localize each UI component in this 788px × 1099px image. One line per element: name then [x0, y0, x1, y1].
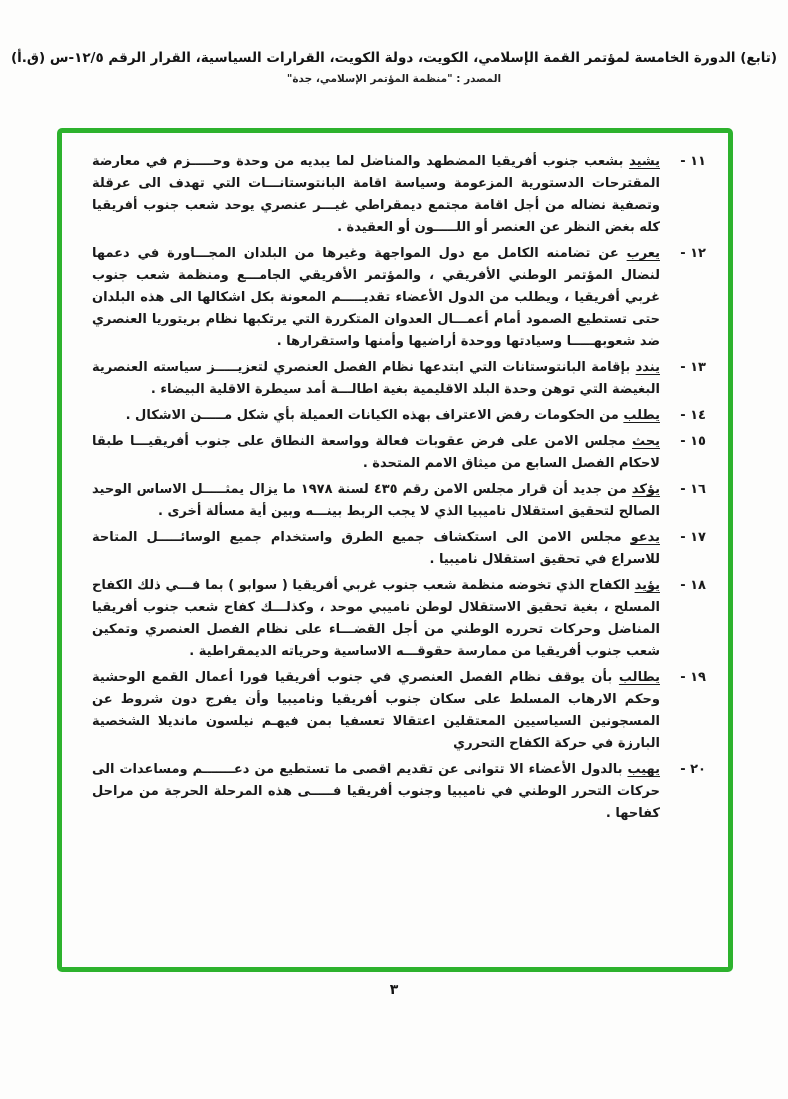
item-body-text: بشعب جنوب أفريقيا المضطهد والمناضل لما يبديه من وحدة وحـــــزم في معارضة المقترحات الدستورية المزعومة وسياسة اقامة البانتوستانـــات التي تهدف الى عرقلة وتصفية نضاله من أجل اقامة مجتمع ديمقراطي غيـــر عنصري يوحد شعب جنوب أفريقيا كله بغض النظر عن العنصر أو اللـــــون أو العقيدة . [92, 154, 660, 235]
item-number: ١٥ - [680, 434, 706, 449]
item-number: ١٢ - [680, 246, 706, 261]
item-lead-word: يندد [635, 360, 660, 375]
item-number: ١٧ - [680, 530, 706, 545]
item-number: ١٨ - [680, 578, 706, 593]
item-number: ١٦ - [680, 482, 706, 497]
item-body-text: بإقامة البانتوستانات التي ابتدعها نظام الفصل العنصري لتعزيـــــز سياسته العنصرية البغيضة التي توهن وحدة البلد الاقليمية بغية اطالـــة أمد سيطرة الاقلية البيضاء . [92, 360, 660, 397]
item-body-text: من جديد أن قرار مجلس الامن رقم ٤٣٥ لسنة ١٩٧٨ ما يزال يمثـــــل الاساس الوحيد الصالح لتحقيق استقلال ناميبيا الذي لا يجب الربط بينـــه وبين أية مسألة أخرى . [92, 482, 660, 519]
item-number: ١٩ - [680, 670, 706, 685]
list-item [92, 667, 706, 755]
item-text [92, 479, 660, 523]
item-lead-word: يؤكد [631, 482, 660, 497]
item-text [92, 431, 660, 475]
list-item [92, 479, 706, 523]
item-number: ٢٠ - [680, 762, 706, 777]
list-item [92, 759, 706, 825]
item-text [92, 357, 660, 401]
item-lead-word: يحث [631, 434, 660, 449]
list-item [92, 431, 706, 475]
header-title: (تابع) الدورة الخامسة لمؤتمر القمة الإسلامي، الكويت، دولة الكويت، القرارات السياسية، القرار الرقم ١٢/٥-س (ق.أ) [10, 50, 778, 66]
item-lead-word: يدعو [630, 530, 660, 545]
resolution-list [92, 151, 706, 829]
item-text [92, 151, 660, 239]
list-item [92, 575, 706, 663]
item-text [92, 405, 660, 427]
item-body-text: بالدول الأعضاء الا تتوانى عن تقديم اقصى ما تستطيع من دعـــــــم ومساعدات الى حركات التحرر الوطني في ناميبيا وجنوب أفريقيا فـــــى هذه المرحلة الحرجة من مراحل كفاحها . [92, 762, 660, 821]
page-number: ٣ [389, 982, 399, 998]
green-annotation-box [57, 128, 733, 972]
document-header [0, 50, 788, 85]
list-item [92, 243, 706, 353]
item-number: ١١ - [680, 154, 706, 169]
item-lead-word: يؤيد [634, 578, 660, 593]
list-item [92, 405, 706, 427]
item-body-text: مجلس الامن على فرض عقوبات فعالة وواسعة النطاق على جنوب أفريقيـــا طبقا لاحكام الفصل السابع من ميثاق الامم المتحدة . [92, 434, 660, 471]
list-item [92, 527, 706, 571]
item-body-text: من الحكومات رفض الاعتراف بهذه الكيانات العميلة بأي شكل مـــــن الاشكال . [125, 408, 624, 423]
item-text [92, 243, 660, 353]
item-text [92, 667, 660, 755]
item-lead-word: يشيد [629, 154, 660, 169]
list-item [92, 357, 706, 401]
item-body-text: عن تضامنه الكامل مع دول المواجهة وغيرها من البلدان المجـــاورة في دعمها لنضال المؤتمر الوطني الأفريقي ، والمؤتمر الأفريقي الجامـــع ومنظمة شعب جنوب غربي أفريقيا ، ويطلب من الدول الأعضاء تقديـــــم المعونة بكل اشكالها الى هذه البلدان حتى تستطيع الصمود أمام أعمـــال العدوان المتكررة التي يرتكبها نظام بريتوريا العنصري ضد شعوبهـــــا وسيادتها ووحدة أراضيها وأمنها واستقرارها . [92, 246, 660, 349]
item-lead-word: يطلب [623, 408, 660, 423]
item-text [92, 575, 660, 663]
item-number: ١٤ - [680, 408, 706, 423]
item-lead-word: يهيب [627, 762, 660, 777]
item-text [92, 527, 660, 571]
item-body-text: بأن يوقف نظام الفصل العنصري في جنوب أفريقيا فورا أعمال القمع الوحشية وحكم الارهاب المسلط على سكان جنوب أفريقيا وناميبيا وأن يفرج دون شروط عن المسجونين السياسيين المعتقلين اعتقالا تعسفيا بمن فيهـم نيلسون مانديلا الشخصية البارزة في حركة الكفاح التحرري [92, 670, 660, 751]
header-source: المصدر : "منظمة المؤتمر الإسلامي، جدة" [286, 73, 502, 85]
item-number: ١٣ - [680, 360, 706, 375]
item-lead-word: يعرب [626, 246, 660, 261]
list-item [92, 151, 706, 239]
item-body-text: الكفاح الذي تخوضه منظمة شعب جنوب غربي أفريقيا ( سوابو ) بما فـــي ذلك الكفاح المسلح ، بغية تحقيق الاستقلال لوطن ناميبي موحد ، وكذلـــك كفاح شعب جنوب أفريقيا المناضل وحركات تحرره الوطني من أجل القضـــاء على نظام الفصل العنصري وتمكين شعب جنوب أفريقيا من ممارسة حقوقـــه الاساسية وحرياته الديمقراطية . [92, 578, 660, 659]
item-body-text: مجلس الامن الى استكشاف جميع الطرق واستخدام جميع الوسائـــــل المتاحة للاسراع في تحقيق استقلال ناميبيا . [92, 530, 660, 567]
item-lead-word: يطالب [618, 670, 660, 685]
item-text [92, 759, 660, 825]
